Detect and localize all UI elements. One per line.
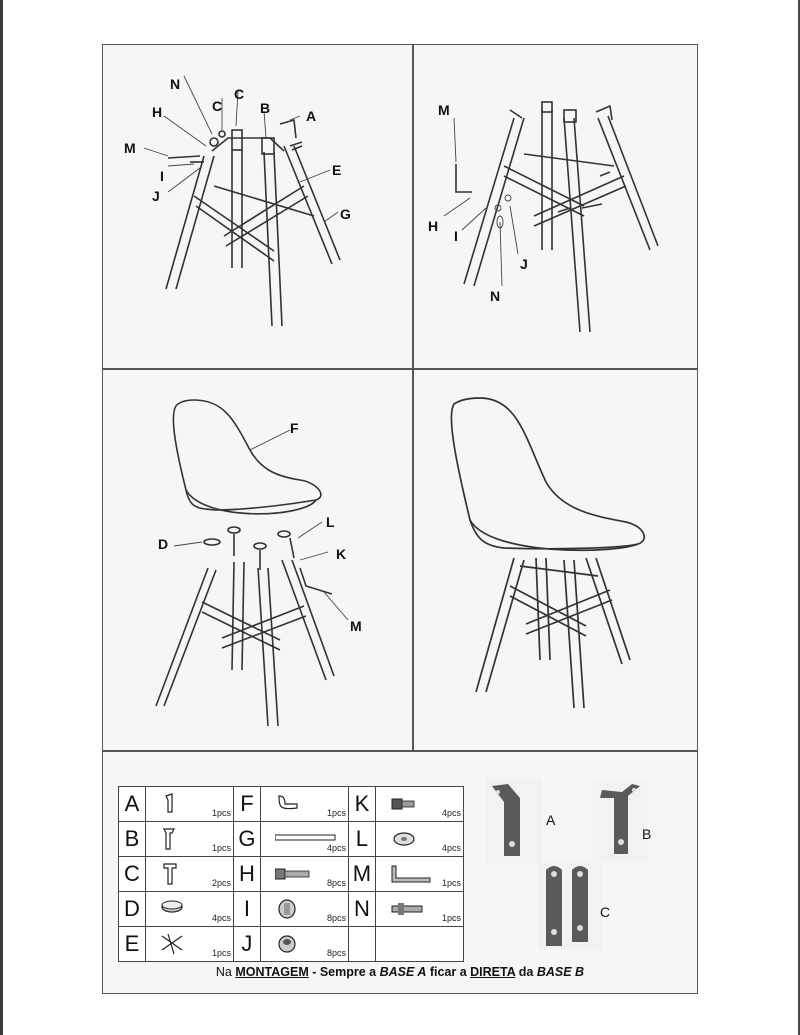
part-quantity: 8pcs [326, 948, 346, 958]
parts-row [119, 787, 464, 822]
part-quantity: 4pcs [326, 843, 346, 853]
parts-row [119, 857, 464, 892]
part-item [260, 892, 348, 927]
step3-chair-diagram [104, 370, 412, 750]
base-c-bracket-icon [160, 862, 196, 891]
bracket-c-image [538, 862, 602, 950]
part-quantity: 1pcs [326, 808, 346, 818]
label-i: I [160, 168, 164, 184]
part-letter: H [233, 857, 260, 892]
part-quantity: 1pcs [211, 843, 231, 853]
note-part-5: ficar a [426, 965, 471, 979]
part-letter: M [348, 857, 375, 892]
part-item [375, 857, 463, 892]
base-assembled-drawing [414, 46, 698, 368]
label-m: M [350, 618, 362, 634]
parts-row [119, 822, 464, 857]
bracket-b-image [592, 782, 648, 862]
short-screw-icon [390, 792, 426, 821]
seat-shell-icon [275, 792, 311, 821]
part-quantity: 4pcs [211, 913, 231, 923]
note-part-7: da [515, 965, 537, 979]
part-letter: B [119, 822, 146, 857]
cap-disc-icon [160, 897, 196, 926]
base-b-bracket-icon [160, 827, 196, 856]
part-letter: A [119, 787, 146, 822]
part-item [145, 927, 233, 962]
label-c: C [234, 86, 245, 102]
part-quantity: 4pcs [441, 808, 461, 818]
label-h: H [428, 218, 439, 234]
part-item [375, 927, 463, 962]
bracket-c-photo [538, 862, 602, 950]
step1-base-diagram [104, 46, 412, 368]
bracket-a-image [486, 778, 542, 864]
label-n: N [490, 288, 501, 304]
part-item [375, 822, 463, 857]
label-i: I [454, 228, 458, 244]
part-item [375, 892, 463, 927]
part-letter: F [233, 787, 260, 822]
label-c: C [212, 98, 223, 114]
note-part-1: Na [215, 965, 236, 979]
label-j: J [152, 188, 160, 204]
chair-assembled-drawing [414, 370, 698, 750]
parts-row [119, 927, 464, 962]
wrench-icon [390, 897, 426, 926]
parts-row [119, 892, 464, 927]
flat-washer-icon [390, 827, 426, 856]
assembly-note [102, 965, 698, 979]
label-h: H [152, 104, 163, 120]
note-part-3: - Sempre a [308, 965, 380, 979]
bracket-a-photo [486, 778, 542, 864]
note-direta: DIRETA [470, 965, 516, 979]
photo-label-a: A [546, 812, 556, 828]
part-quantity: 2pcs [211, 878, 231, 888]
page-border-left [0, 0, 3, 1035]
part-item [260, 822, 348, 857]
sheet-bottom-border [102, 993, 698, 994]
part-quantity: 8pcs [326, 913, 346, 923]
parts-list-table [118, 786, 464, 962]
label-b: B [260, 100, 271, 116]
part-quantity: 4pcs [441, 843, 461, 853]
part-item [145, 787, 233, 822]
cross-brace-icon [160, 932, 196, 961]
part-quantity: 1pcs [441, 878, 461, 888]
part-letter: L [348, 822, 375, 857]
nut-icon [275, 932, 311, 961]
step2-base-diagram [414, 46, 698, 368]
part-quantity: 8pcs [326, 878, 346, 888]
note-base-a: BASE A [379, 965, 427, 979]
label-j: J [520, 256, 528, 272]
part-quantity: 1pcs [211, 948, 231, 958]
part-quantity: 1pcs [441, 913, 461, 923]
part-item [375, 787, 463, 822]
part-item [145, 892, 233, 927]
base-exploded-drawing [104, 46, 412, 368]
step4-chair-diagram [414, 370, 698, 750]
photo-label-b: B [642, 826, 652, 842]
label-g: G [340, 206, 351, 222]
part-letter: K [348, 787, 375, 822]
part-item [145, 857, 233, 892]
sheet-left-border [102, 44, 103, 994]
long-screw-icon [275, 862, 311, 891]
part-letter: I [233, 892, 260, 927]
label-m: M [438, 102, 450, 118]
part-item [260, 787, 348, 822]
part-item [260, 927, 348, 962]
part-letter: C [119, 857, 146, 892]
label-d: D [158, 536, 169, 552]
label-a: A [306, 108, 317, 124]
label-f: F [290, 420, 299, 436]
bracket-b-photo [592, 782, 648, 862]
washer-icon [275, 897, 311, 926]
panel-divider-bottom [102, 750, 698, 752]
photo-label-c: C [600, 904, 611, 920]
label-e: E [332, 162, 342, 178]
part-quantity: 1pcs [211, 808, 231, 818]
part-item [145, 822, 233, 857]
label-k: K [336, 546, 347, 562]
part-letter: N [348, 892, 375, 927]
chair-exploded-drawing [104, 370, 412, 750]
base-a-bracket-icon [160, 792, 196, 821]
part-letter: G [233, 822, 260, 857]
part-letter [348, 927, 375, 962]
part-letter: E [119, 927, 146, 962]
part-letter: J [233, 927, 260, 962]
label-l: L [326, 514, 335, 530]
part-letter: D [119, 892, 146, 927]
note-montagem: MONTAGEM [235, 965, 309, 979]
label-n: N [170, 76, 181, 92]
label-m: M [124, 140, 136, 156]
note-base-b: BASE B [536, 965, 585, 979]
sheet-top-border [102, 44, 698, 45]
part-item [260, 857, 348, 892]
